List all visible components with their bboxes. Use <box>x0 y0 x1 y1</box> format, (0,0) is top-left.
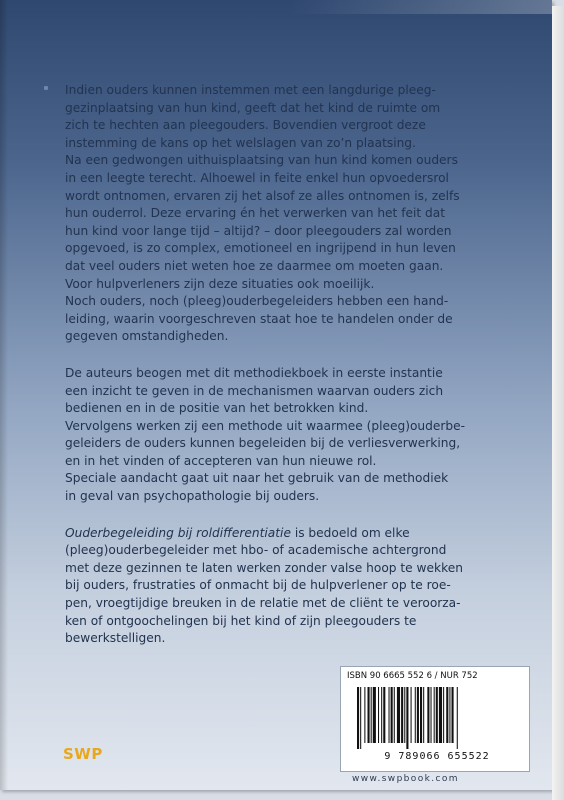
barcode-bar <box>378 687 379 743</box>
blurb-line: pen, vroegtijdige breuken in de relatie met de cliënt te veroorza- <box>65 596 461 611</box>
blurb-line: met deze gezinnen te laten werken zonder valse hoop te wekken <box>65 560 463 575</box>
barcode-bar <box>357 687 359 749</box>
barcode-bar <box>391 687 393 743</box>
barcode-box <box>340 666 530 772</box>
barcode-bar <box>383 687 385 743</box>
barcode-bar <box>431 687 432 743</box>
barcode-bar <box>443 687 444 743</box>
barcode-bar <box>423 687 424 743</box>
blurb-line: geleiders de ouders kunnen begeleiden bij de verliesverwerking, <box>65 436 461 451</box>
blurb-line <box>65 525 525 543</box>
barcode-bar <box>449 687 450 743</box>
blurb-line: opgevoed, is zo complex, emotioneel en ingrijpend in hun leven <box>65 241 456 256</box>
barcode-bar <box>406 687 408 749</box>
barcode-bar <box>404 687 405 743</box>
top-strip <box>290 0 552 14</box>
barcode-bar <box>411 687 412 743</box>
blurb-line: zich te hechten aan pleegouders. Bovendien vergroot deze <box>65 118 426 133</box>
barcode-bar <box>397 687 400 743</box>
blurb-line: Vervolgens werken zij een methode uit waarmee (pleeg)ouderbe- <box>65 418 466 433</box>
blurb-paragraph-1 <box>65 82 525 346</box>
blurb-line: ken of ontgoochelingen bij het kind of zijn pleegouders te <box>65 613 417 628</box>
barcode-bar <box>371 687 372 743</box>
blurb-line: wordt ontnomen, ervaren zij het alsof ze alles ontnomen is, zelfs <box>65 188 460 203</box>
blurb-line: hun kind voor lange tijd – altijd? – door pleegouders zal worden <box>65 223 452 238</box>
isbn-text: ISBN 90 6665 552 6 / NUR 752 <box>347 671 478 681</box>
barcode-bar <box>427 687 429 743</box>
publisher-logo: SWP <box>63 745 103 763</box>
barcode-digits: 9 789066 655522 <box>384 751 490 762</box>
blurb-line: bewerkstelligen. <box>65 631 166 646</box>
blurb-line: bij ouders, frustraties of onmacht bij de hulpverlener op te roe- <box>65 578 451 593</box>
blurb-paragraph-2 <box>65 365 525 506</box>
blurb-line: hun ouderrol. Deze ervaring én het verwerken van het feit dat <box>65 206 446 221</box>
barcode-bar <box>389 687 390 743</box>
barcode-bar <box>415 687 416 743</box>
blurb-line: Indien ouders kunnen instemmen met een langdurige pleeg- <box>65 83 436 97</box>
barcode-bar <box>373 687 376 743</box>
barcode-bar <box>394 687 395 743</box>
barcode-bar <box>457 687 458 749</box>
blurb-line-rest: is bedoeld om elke <box>290 525 410 540</box>
blurb-paragraph-3 <box>65 525 525 648</box>
blurb-line: Voor hulpverleners zijn deze situaties ook moeilijk. <box>65 276 375 291</box>
blurb-line: gezinplaatsing van hun kind, geeft dat het kind de ruimte om <box>65 100 441 115</box>
blurb-line: instemming de kans op het welslagen van zo’n plaatsing. <box>65 135 416 150</box>
barcode-bar <box>452 687 454 743</box>
barcode-bar <box>417 687 419 743</box>
blurb-line: een inzicht te geven in de mechanismen waarvan ouders zich <box>65 383 444 398</box>
barcode-bar <box>401 687 403 743</box>
bullet-mark-icon <box>44 86 48 90</box>
barcode-bar <box>439 687 442 743</box>
spine-shadow <box>0 0 8 790</box>
blurb-line: Na een gedwongen uithuisplaatsing van hun kind komen ouders <box>65 153 458 168</box>
publisher-website: www.swpbook.com <box>352 774 459 784</box>
barcode-bar <box>420 687 422 743</box>
barcode-bar <box>446 687 448 743</box>
blurb-line: in een leegte terecht. Alhoewel in feite enkel hun opvoedersrol <box>65 170 449 185</box>
book-title-italic: Ouderbegeleiding bij roldifferentiatie <box>65 525 291 540</box>
blurb-line: leiding, waarin voorgeschreven staat hoe te handelen onder de <box>65 311 453 326</box>
blurb-line: bedienen en in de positie van het betrokken kind. <box>65 401 369 416</box>
barcode-bar <box>381 687 382 743</box>
blurb-line: en in het vinden of accepteren van hun nieuwe rol. <box>65 453 377 468</box>
blurb-line: Speciale aandacht gaat uit naar het gebruik van de methodiek <box>65 471 449 486</box>
barcode-bar <box>436 687 438 743</box>
page-edge <box>552 6 564 800</box>
blurb-text <box>65 82 525 648</box>
blurb-line: (pleeg)ouderbegeleider met hbo- of academische achtergrond <box>65 543 447 558</box>
blurb-line: De auteurs beogen met dit methodiekboek in eerste instantie <box>65 365 443 380</box>
barcode-bar <box>434 687 435 743</box>
barcode-bar <box>360 687 361 749</box>
barcode-bar <box>368 687 370 743</box>
barcode-icon <box>353 687 521 749</box>
blurb-line: dat veel ouders niet weten hoe ze daarmee om moeten gaan. <box>65 258 444 273</box>
barcode-bar <box>364 687 365 743</box>
blurb-line: in geval van psychopathologie bij ouders. <box>65 489 320 504</box>
blurb-line: gegeven omstandigheden. <box>65 329 229 344</box>
blurb-line: Noch ouders, noch (pleeg)ouderbegeleiders hebben een hand- <box>65 294 449 309</box>
